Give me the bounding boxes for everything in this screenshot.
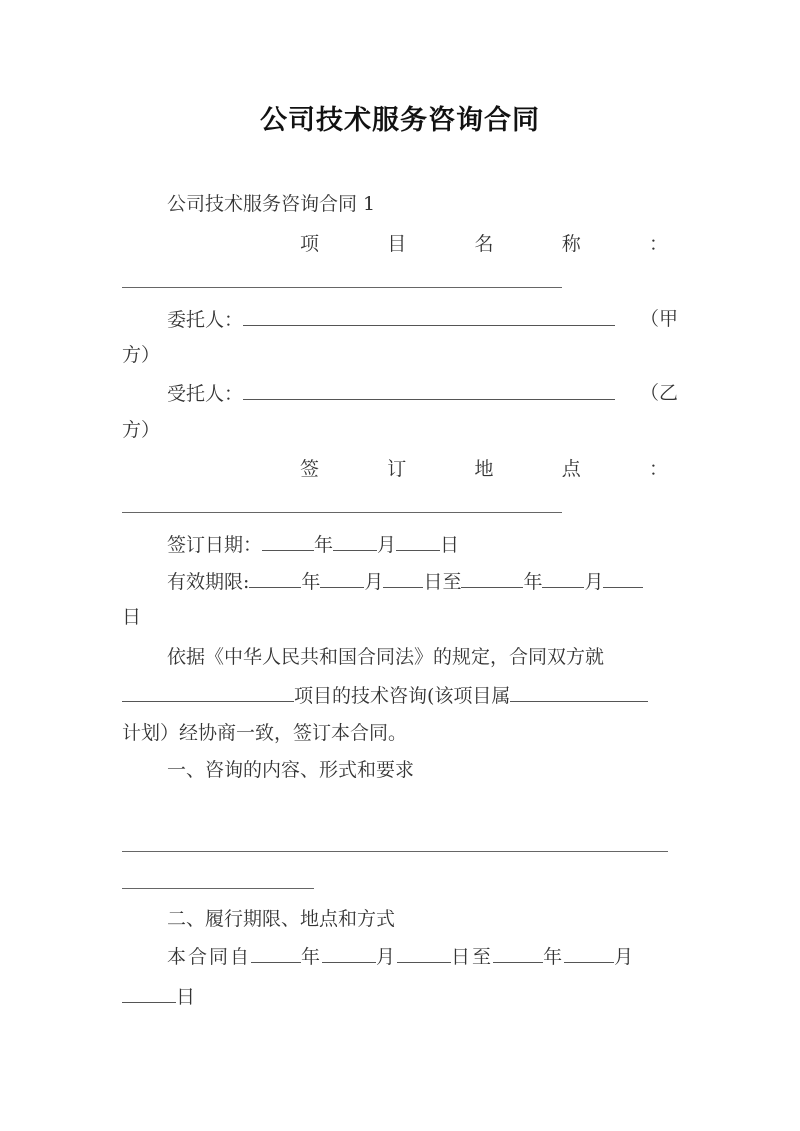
term-row (167, 944, 678, 969)
sign-year-blank (262, 532, 314, 551)
client-row (167, 307, 678, 332)
project-label-char-4: 称 (561, 233, 581, 255)
term-label: 本合同自 (167, 946, 252, 968)
validity-year2-label: 年 (523, 571, 543, 593)
signing-place-label (300, 457, 668, 481)
place-label-char-2: 订 (387, 458, 407, 480)
paragraph-basis-line-2 (122, 683, 678, 708)
section-1-blank-1 (122, 851, 668, 852)
term-year2-blank (493, 944, 543, 963)
basis-project-text: 项目的技术咨询(该项目属 (294, 685, 511, 707)
client-label: 委托人： (167, 309, 244, 331)
validity-row (167, 569, 678, 594)
section-1-blank-2 (122, 888, 314, 889)
validity-month2-blank (542, 569, 584, 588)
term-month-label: 月 (376, 946, 398, 968)
validity-day2-label: 日 (122, 606, 142, 628)
sign-year-label: 年 (314, 534, 334, 556)
section-2-heading: 二、履行期限、地点和方式 (167, 908, 396, 930)
validity-year2-blank (461, 569, 523, 588)
trustee-label: 受托人： (167, 383, 244, 405)
project-label-char-2: 目 (387, 233, 407, 255)
project-name-blank (122, 287, 562, 288)
section-1-heading: 一、咨询的内容、形式和要求 (167, 759, 415, 781)
paragraph-basis-line-1: 依据《中华人民共和国合同法》的规定，合同双方就 (167, 646, 605, 668)
trustee-suffix-a: （乙 (639, 382, 678, 404)
term-year-label: 年 (301, 946, 323, 968)
validity-day-to-label: 日至 (423, 571, 462, 593)
term-day-blank (397, 944, 451, 963)
sign-day-label: 日 (440, 534, 460, 556)
client-suffix-b: 方） (122, 344, 161, 366)
validity-day2-blank (603, 569, 643, 588)
validity-month-label: 月 (364, 571, 384, 593)
paragraph-basis-line-3: 计划）经协商一致，签订本合同。 (122, 722, 408, 744)
validity-month-blank (320, 569, 364, 588)
project-label-char-3: 名 (474, 233, 494, 255)
trustee-suffix-b: 方） (122, 419, 161, 441)
validity-year-label: 年 (301, 571, 321, 593)
term-month-blank (322, 944, 376, 963)
term-day2-label: 日 (176, 986, 196, 1008)
document-title: 公司技术服务咨询合同 (260, 105, 540, 136)
sign-month-blank (333, 532, 377, 551)
project-blank (122, 683, 294, 702)
trustee-row (167, 381, 678, 406)
signing-place-blank (122, 512, 562, 513)
validity-year-blank (249, 569, 301, 588)
client-suffix-a: （甲 (639, 308, 678, 330)
term-day2-blank (122, 984, 176, 1003)
subtitle: 公司技术服务咨询合同 1 (167, 193, 376, 215)
term-day2-row (122, 984, 678, 1009)
client-blank (243, 307, 615, 326)
validity-label: 有效期限: (167, 571, 250, 593)
place-label-char-3: 地 (474, 458, 494, 480)
term-month2-label: 月 (614, 946, 636, 968)
validity-day-blank (383, 569, 423, 588)
place-label-char-4: 点 (561, 458, 581, 480)
sign-date-label: 签订日期： (167, 534, 263, 556)
project-label-colon: ： (648, 233, 668, 255)
plan-blank (510, 683, 648, 702)
place-label-colon: ： (648, 458, 668, 480)
place-label-char-1: 签 (300, 458, 320, 480)
project-name-label (300, 232, 668, 256)
term-month2-blank (564, 944, 614, 963)
term-day-to-label: 日至 (451, 946, 494, 968)
project-label-char-1: 项 (300, 233, 320, 255)
trustee-blank (243, 381, 615, 400)
term-year-blank (251, 944, 301, 963)
sign-date-row (167, 532, 678, 557)
sign-day-blank (396, 532, 440, 551)
sign-month-label: 月 (377, 534, 397, 556)
term-year2-label: 年 (543, 946, 565, 968)
validity-month2-label: 月 (584, 571, 604, 593)
